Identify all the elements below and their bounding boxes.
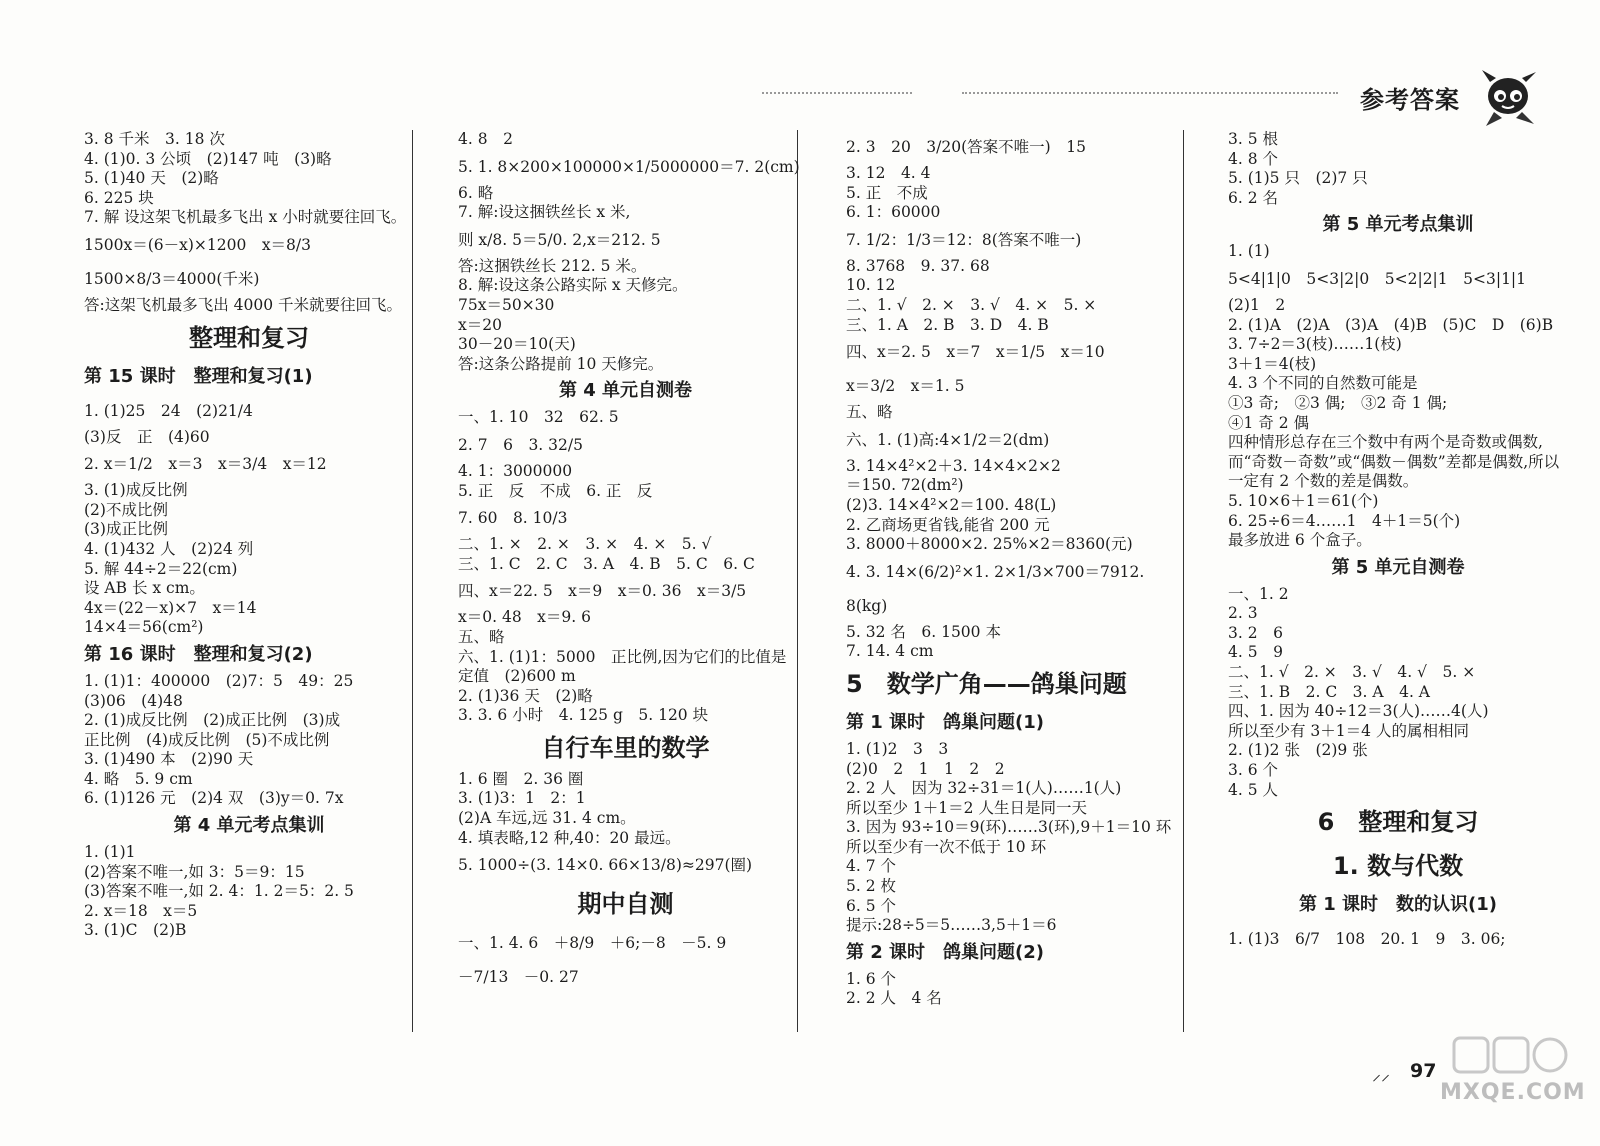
answer-line: 设 AB 长 x cm。	[84, 579, 205, 598]
answer-line: 7. 解 设这架飞机最多飞出 x 小时就要往回飞。	[84, 208, 407, 227]
answer-line: 2. (1)2 张 (2)9 张	[1228, 741, 1368, 760]
answer-line: 五、略	[846, 403, 893, 422]
answer-line: 2. x＝18 x＝5	[84, 901, 198, 920]
answer-line: 75x＝50×30	[458, 295, 555, 314]
answer-line: 3. 7÷2＝3(枝)……1(枝)	[1228, 335, 1402, 354]
answer-line: 3. (1)C (2)B	[84, 921, 187, 940]
answer-line: (3)06 (4)48	[84, 691, 183, 710]
answer-line: 8. 3768 9. 37. 68	[846, 256, 990, 275]
answer-line: 最多放进 6 个盒子。	[1228, 531, 1372, 550]
answer-line: 六、1. (1)高:4×1/2＝2(dm)	[846, 430, 1050, 449]
answer-line: 1. (1)2 3 3	[846, 739, 949, 758]
answer-line: 2. x＝1/2 x＝3 x＝3/4 x＝12	[84, 455, 327, 474]
answer-line: 3. 3. 6 小时 4. 125 g 5. 120 块	[458, 706, 709, 725]
answer-line: x＝0. 48 x＝9. 6	[458, 608, 591, 627]
answer-line: 1500×8/3＝4000(千米)	[84, 269, 260, 288]
answer-line: 6. 5 个	[846, 896, 897, 915]
answer-line: －7/13 －0. 27	[458, 968, 579, 987]
answer-line: 8. 解:设这条公路实际 x 天修完。	[458, 276, 688, 295]
answer-column-3	[846, 130, 1187, 1009]
answer-line: 4. 5 人	[1228, 780, 1279, 799]
answer-line: 则 x/8. 5＝5/0. 2,x＝212. 5	[458, 230, 661, 249]
answer-line: 6. 225 块	[84, 188, 154, 207]
answer-line: 所以至少 1＋1＝2 人生日是同一天	[846, 798, 1087, 817]
answer-line: 3. 6 个	[1228, 761, 1279, 780]
lesson-heading: 第 1 课时 数的认识(1)	[1298, 894, 1498, 916]
answer-line: 10. 12	[846, 276, 896, 295]
answer-line: 5. 正 反 不成 6. 正 反	[458, 481, 653, 500]
unit-heading: 第 4 单元考点集训	[173, 815, 325, 837]
answer-line: (2)3. 14×4²×2＝100. 48(L)	[846, 495, 1057, 514]
answer-line: 5. 2 枚	[846, 877, 897, 896]
answer-line: 一、1. 4. 6 ＋8/9 ＋6;－8 －5. 9	[458, 934, 727, 953]
answer-line: 4. 1：3000000	[458, 461, 573, 480]
answer-line: 二、1. √ 2. × 3. √ 4. √ 5. ×	[1228, 663, 1476, 682]
answer-line: 6. 25÷6＝4……1 4＋1＝5(个)	[1228, 511, 1461, 530]
answer-line: 6. (1)126 元 (2)4 双 (3)y＝0. 7x	[84, 789, 344, 808]
lesson-heading: 第 15 课时 整理和复习(1)	[84, 365, 313, 387]
answer-line: 1. (1)3 6/7 108 20. 1 9 3. 06;	[1228, 930, 1506, 949]
answer-line: x＝20	[458, 315, 502, 334]
answer-line: 三、1. B 2. C 3. A 4. A	[1228, 682, 1430, 701]
answer-line: 4. 8 2	[458, 130, 513, 148]
answer-line: 5. 正 不成	[846, 183, 928, 202]
answer-line: 4. 3. 14×(6/2)²×1. 2×1/3×700＝7912. 8(kg)	[846, 562, 1145, 615]
answer-line: 3＋1＝4(枝)	[1228, 354, 1317, 373]
answer-line: 3. 8000＋8000×2. 25%×2＝8360(元)	[846, 535, 1133, 554]
answer-line: 4. 8 个	[1228, 149, 1279, 168]
answer-line: 2. 2 人 4 名	[846, 989, 942, 1008]
answer-line: 7. 60 8. 10/3	[458, 509, 568, 528]
answer-line: 1. (1)1：400000 (2)7：5 49：25	[84, 671, 354, 690]
answer-line: 3. 因为 93÷10＝9(环)……3(环),9＋1＝10 环 所以至少有一次不低于 10 环	[846, 818, 1187, 856]
answer-line: 1500x＝(6－x)×1200 x＝8/3	[84, 235, 312, 254]
answer-line: (3)成正比例	[84, 520, 168, 539]
answer-line: 2. (1)36 天 (2)略	[458, 686, 593, 705]
answer-line: 7. 1/2：1/3＝12：8(答案不唯一)	[846, 230, 1082, 249]
answer-line: 答:这捆铁丝长 212. 5 米。	[458, 256, 647, 275]
answer-line: (2)0 2 1 1 2 2	[846, 759, 1005, 778]
answer-line: 四、x＝22. 5 x＝9 x＝0. 36 x＝3/5	[458, 582, 747, 601]
answer-line: (2)1 2	[1228, 295, 1286, 314]
answer-line: 6. 略	[458, 183, 494, 202]
answer-line: 4. 3 个不同的自然数可能是	[1228, 374, 1418, 393]
answer-line: 5. 1. 8×200×100000×1/5000000＝7. 2(cm)	[458, 157, 800, 176]
answer-line: 二、1. × 2. × 3. × 4. × 5. √	[458, 535, 712, 554]
page-ornament-icon: ⸝⸝	[1372, 1064, 1390, 1085]
unit-heading: 第 5 单元考点集训	[1322, 214, 1474, 236]
answer-line: 4. 7 个	[846, 857, 897, 876]
answer-line: 4. 填表略,12 种,40：20 最远。	[458, 828, 681, 847]
answer-line: 五、略	[458, 627, 505, 646]
section-heading: 期中自测	[577, 890, 674, 919]
answer-line: 1. (1)	[1228, 242, 1270, 261]
answer-line: 四、1. 因为 40÷12＝3(人)……4(人)	[1228, 702, 1489, 721]
answer-line: ④1 奇 2 偶	[1228, 413, 1310, 432]
watermark-text: MXQE.COM	[1440, 1080, 1586, 1105]
answer-line: 7. 解:设这捆铁丝长 x 米,	[458, 203, 631, 222]
answer-line: 1. 6 圈 2. 36 圈	[458, 769, 584, 788]
answer-line: 六、1. (1)1：5000 正比例,因为它们的比值是定值 (2)600 m	[458, 647, 787, 686]
answer-line: 4. 略 5. 9 cm	[84, 769, 193, 788]
answer-line: 6. 2 名	[1228, 188, 1279, 207]
answer-line: 1. (1)25 24 (2)21/4	[84, 401, 253, 420]
answer-column-2	[458, 130, 800, 994]
answer-line: 2. 7 6 3. 32/5	[458, 435, 583, 454]
lesson-heading: 第 1 课时 鸽巢问题(1)	[846, 711, 1045, 733]
header-title: 参考答案	[1360, 86, 1460, 114]
answer-line: 4. (1)0. 3 公顷 (2)147 吨 (3)略	[84, 149, 332, 168]
answer-line: 答:这架飞机最多飞出 4000 千米就要往回飞。	[84, 295, 403, 314]
answer-line: 正比例 (4)成反比例 (5)不成比例	[84, 730, 330, 749]
answer-line: (2)答案不唯一,如 3：5＝9：15	[84, 862, 305, 881]
answer-line: 3. 2 6	[1228, 623, 1283, 642]
answer-line: 四种情形总存在三个数中有两个是奇数或偶数,而“奇数－奇数”或“偶数－偶数”差都是偶数,所以一定有 2 个数的差是偶数。	[1228, 433, 1560, 491]
answer-line: 5. 10×6＋1＝61(个)	[1228, 491, 1379, 510]
answer-line: 2. 3 20 3/20(答案不唯一) 15	[846, 138, 1086, 156]
answer-line: (2)不成比例	[84, 500, 168, 519]
answer-line: 3. 14×4²×2＋3. 14×4×2×2	[846, 456, 1061, 475]
answer-line: 四、x＝2. 5 x＝7 x＝1/5 x＝10	[846, 343, 1105, 362]
answer-line: 3. 8 千米 3. 18 次	[84, 130, 225, 148]
page-number: 97	[1410, 1060, 1437, 1082]
unit-heading: 第 5 单元自测卷	[1331, 556, 1465, 578]
answer-line: 4. 5 9	[1228, 643, 1283, 662]
answer-line: 二、1. √ 2. × 3. √ 4. × 5. ×	[846, 295, 1097, 314]
answer-line: 5. (1)5 只 (2)7 只	[1228, 169, 1368, 188]
chapter-heading: 6 整理和复习	[1317, 808, 1479, 837]
answer-line: 5<4|1|0 5<3|2|0 5<2|2|1 5<3|1|1	[1228, 269, 1527, 288]
answer-line: 一、1. 10 32 62. 5	[458, 408, 619, 427]
answer-line: 2. 2 人 因为 32÷31＝1(人)……1(人)	[846, 779, 1122, 798]
answer-line: x＝3/2 x＝1. 5	[846, 377, 965, 396]
answer-line: 一、1. 2	[1228, 584, 1289, 603]
answer-line: 3. (1)成反比例	[84, 481, 188, 500]
answer-line: 2. 乙商场更省钱,能省 200 元	[846, 515, 1050, 534]
answer-line: 4x＝(22－x)×7 x＝14	[84, 598, 257, 617]
answer-line: 3. 12 4. 4	[846, 164, 931, 182]
unit-heading: 第 4 单元自测卷	[558, 380, 693, 402]
answer-line: 2. (1)成反比例 (2)成正比例 (3)成	[84, 711, 341, 730]
answer-line: 3. (1)3：1 2：1	[458, 789, 586, 808]
answer-line: 30－20＝10(天)	[458, 335, 576, 354]
answer-line: 2. (1)A (2)A (3)A (4)B (5)C D (6)B	[1228, 315, 1554, 334]
answer-line: 14×4＝56(cm²)	[84, 618, 204, 637]
answer-line: 7. 14. 4 cm	[846, 642, 934, 661]
lesson-heading: 第 2 课时 鸽巢问题(2)	[846, 941, 1045, 963]
answer-line: 答:这条公路提前 10 天修完。	[458, 354, 664, 373]
answer-line: 5. 1000÷(3. 14×0. 66×13/8)≈297(圈)	[458, 856, 753, 875]
chapter-heading: 5 数学广角——鸽巢问题	[846, 669, 1127, 698]
answer-line: 5. 解 44÷2＝22(cm)	[84, 559, 238, 578]
answer-line: 3. 5 根	[1228, 130, 1279, 148]
answer-line: 三、1. A 2. B 3. D 4. B	[846, 315, 1049, 334]
answer-line: 1. (1)1	[84, 843, 136, 862]
watermark-logo-icon	[1450, 1034, 1570, 1078]
answer-line: 5. (1)40 天 (2)略	[84, 169, 219, 188]
answer-line: (2)A 车远,远 31. 4 cm。	[458, 809, 636, 828]
answer-line: 6. 1：60000	[846, 203, 941, 222]
answer-line: 提示:28÷5＝5……3,5＋1＝6	[846, 916, 1057, 935]
answer-line: 2. 3	[1228, 604, 1258, 623]
answer-line: ＝150. 72(dm²)	[846, 476, 964, 495]
lesson-heading: 第 16 课时 整理和复习(2)	[84, 643, 313, 665]
answer-line: (3)答案不唯一,如 2. 4：1. 2＝5：2. 5	[84, 882, 354, 901]
answer-line: 3. (1)490 本 (2)90 天	[84, 750, 254, 769]
answer-line: 4. (1)432 人 (2)24 列	[84, 539, 254, 558]
section-heading: 1. 数与代数	[1332, 852, 1464, 881]
header-rule-left	[762, 92, 912, 94]
answer-column-4	[1228, 130, 1568, 956]
answer-line: 所以至少有 3＋1＝4 人的属相相同	[1228, 721, 1469, 740]
answer-line: ①3 奇; ②3 偶; ③2 奇 1 偶;	[1228, 393, 1448, 412]
section-heading: 整理和复习	[189, 323, 309, 352]
header-rule-right	[962, 92, 1338, 94]
answer-column-1	[84, 130, 414, 941]
section-heading: 自行车里的数学	[541, 733, 710, 762]
column-divider	[1183, 130, 1184, 1032]
answer-line: (3)反 正 (4)60	[84, 427, 210, 446]
mascot-icon	[1472, 66, 1544, 130]
column-divider	[797, 130, 798, 1032]
answer-line: 1. 6 个	[846, 969, 897, 988]
answer-line: 三、1. C 2. C 3. A 4. B 5. C 6. C	[458, 554, 755, 573]
answer-line: 5. 32 名 6. 1500 本	[846, 622, 1001, 641]
